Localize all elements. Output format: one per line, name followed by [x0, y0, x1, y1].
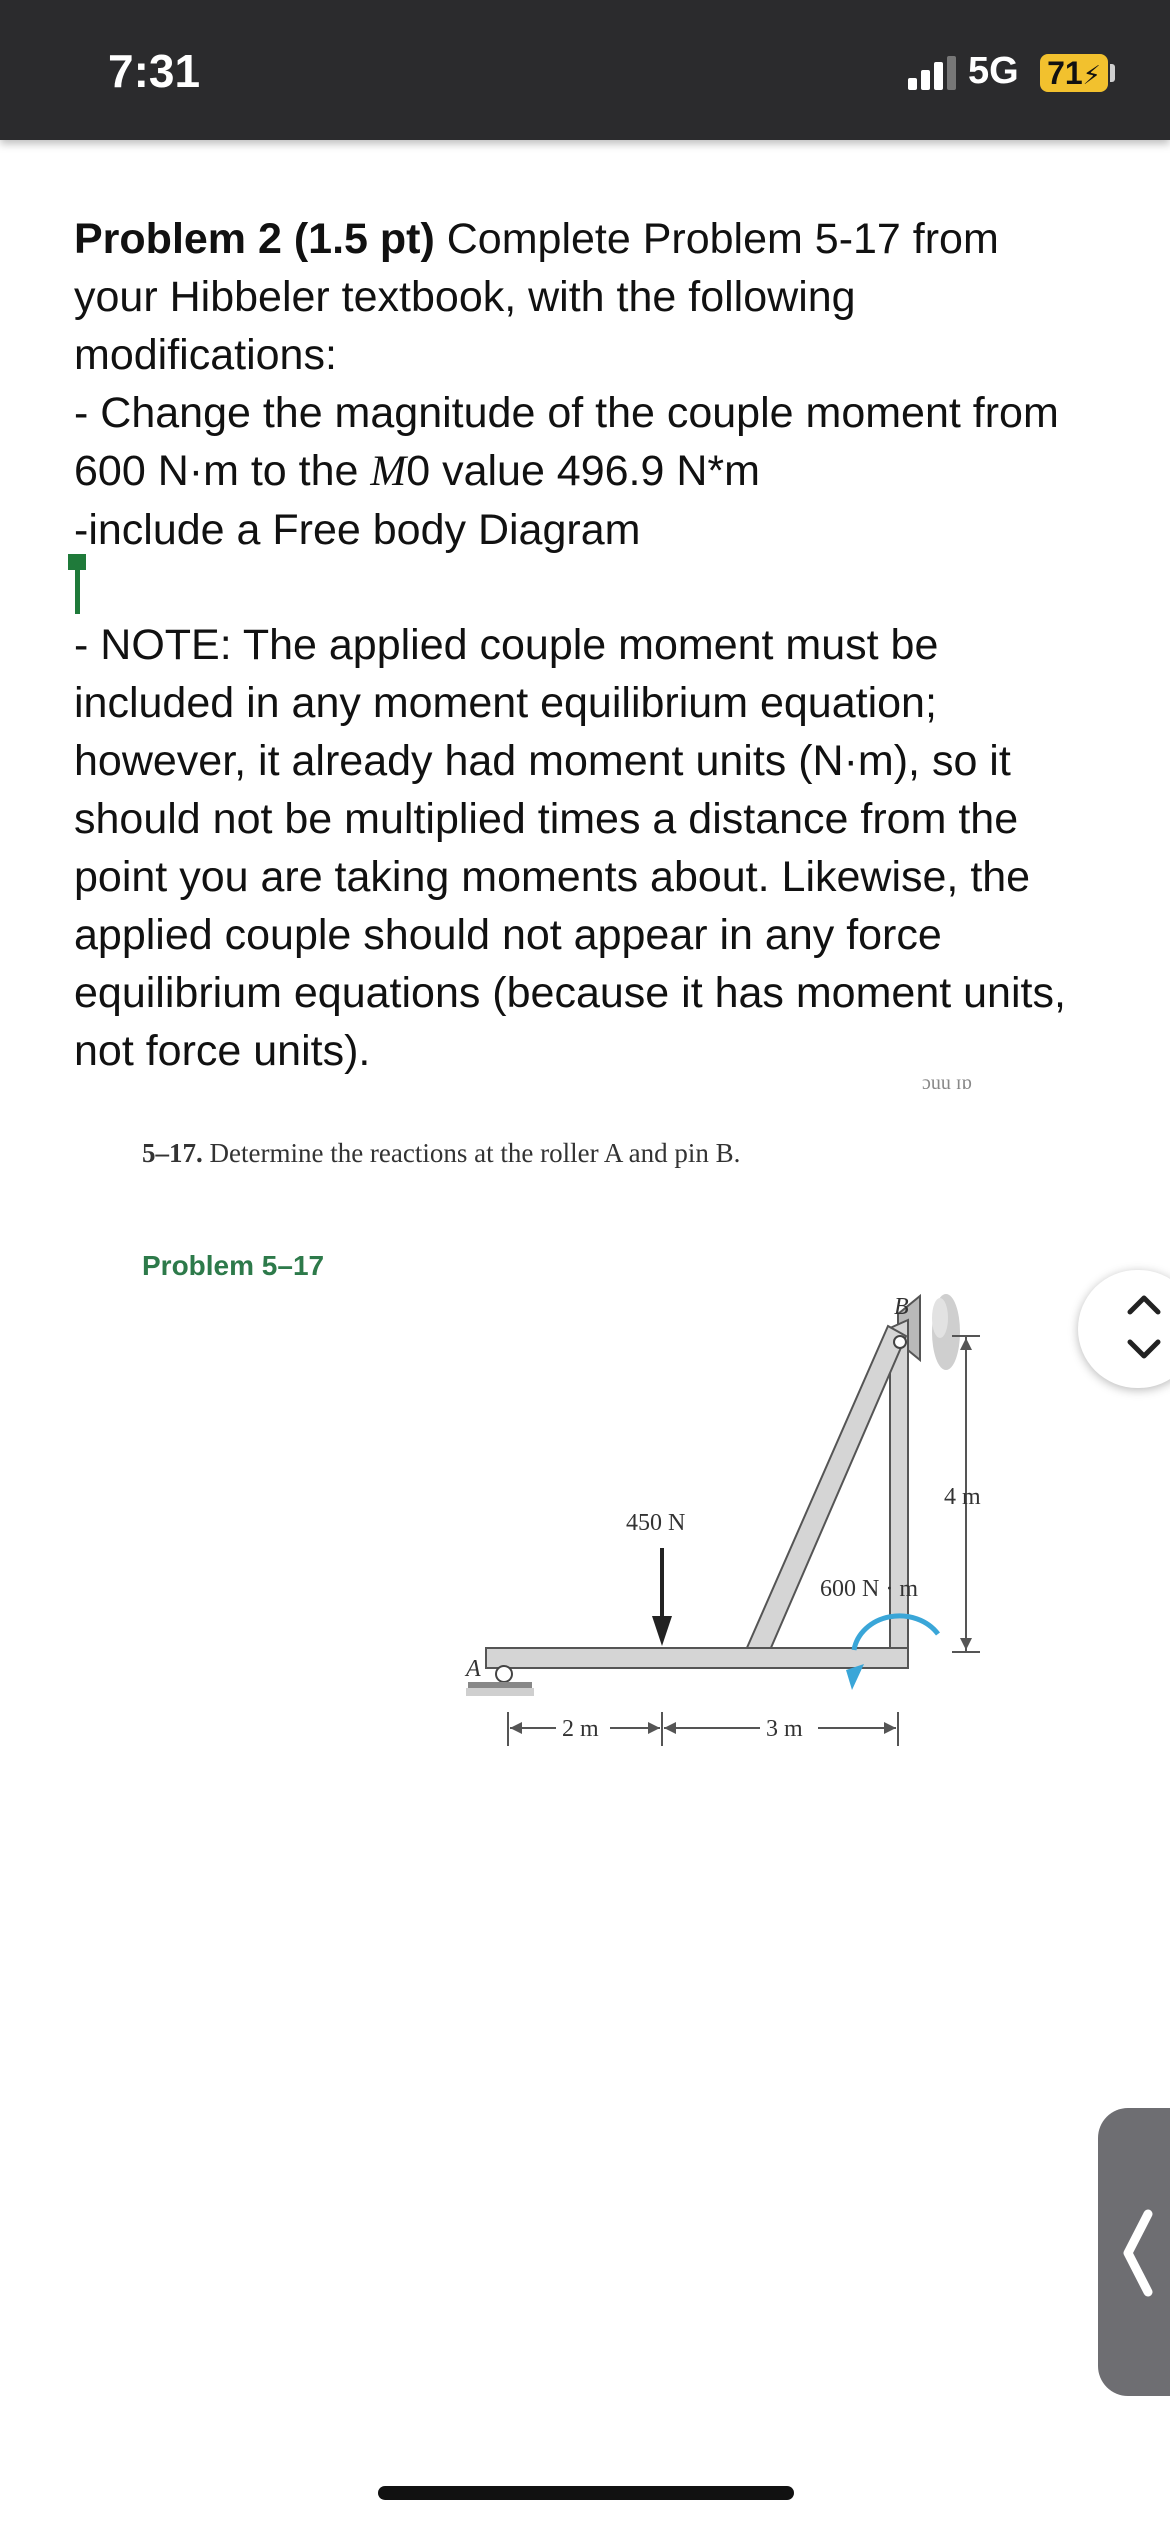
wall-support — [932, 1294, 960, 1370]
network-type: 5G — [968, 50, 1019, 92]
back-tab[interactable] — [1098, 2108, 1170, 2396]
dimension-arrow-left-icon — [510, 1722, 522, 1734]
moment-variable: M — [370, 448, 407, 495]
moment-label: 600 N · m — [820, 1576, 918, 1602]
dimension-arrow-up-icon — [960, 1338, 972, 1350]
modification-moment-text: - Change the magnitude of the couple moment from 600 N·m to the — [74, 389, 1059, 495]
dimension-arrow-right-icon — [648, 1722, 660, 1734]
home-indicator[interactable] — [378, 2486, 794, 2500]
chevron-down-icon[interactable] — [1124, 1336, 1164, 1366]
status-time: 7:31 — [108, 45, 201, 97]
textbook-problem-number: 5–17. — [142, 1138, 203, 1168]
label-b: B — [894, 1294, 909, 1320]
pin-b — [894, 1336, 906, 1348]
label-a: A — [466, 1656, 481, 1682]
horizontal-beam — [486, 1648, 908, 1668]
charging-bolt-icon: ⚡ — [1082, 60, 1101, 90]
problem-title-rest: Complete Problem 5-17 from your Hibbeler textbook, with the following modifications: — [74, 215, 999, 379]
battery-level: 71 — [1047, 55, 1083, 91]
dimension-arrow-down-icon — [960, 1638, 972, 1650]
vertical-member — [890, 1320, 908, 1662]
note-paragraph: - NOTE: The applied couple moment must be included in any moment equilibrium equation; however, it already had moment units (N·m), so it should not be multiplied times a distance from the point you are taking moments about. Likewise, the applied couple should not appear in any force equilibrium equations (because it has moment units, not force units). — [74, 621, 1066, 1075]
dimension-right-label: 3 m — [766, 1716, 803, 1742]
clipped-text-fragment: ɔuu ɪɒ — [922, 1072, 972, 1094]
chevron-up-icon[interactable] — [1124, 1288, 1164, 1318]
force-label: 450 N — [626, 1510, 686, 1536]
force-arrow-icon — [652, 1616, 672, 1646]
dimension-arrow-left-icon — [664, 1722, 676, 1734]
dimension-height-label: 4 m — [944, 1484, 981, 1510]
chevron-left-icon[interactable] — [1118, 2208, 1158, 2298]
problem-title-bold: Problem 2 (1.5 pt) — [74, 215, 435, 263]
textbook-problem-text: Determine the reactions at the roller A and pin B. — [202, 1138, 741, 1168]
figure-label: Problem 5–17 — [142, 1250, 325, 1281]
modification-moment-value: 0 value 496.9 N*m — [406, 447, 760, 495]
dimension-arrow-right-icon — [884, 1722, 896, 1734]
dimension-left-label: 2 m — [562, 1716, 599, 1742]
modification-fbd: -include a Free body Diagram — [74, 506, 641, 554]
